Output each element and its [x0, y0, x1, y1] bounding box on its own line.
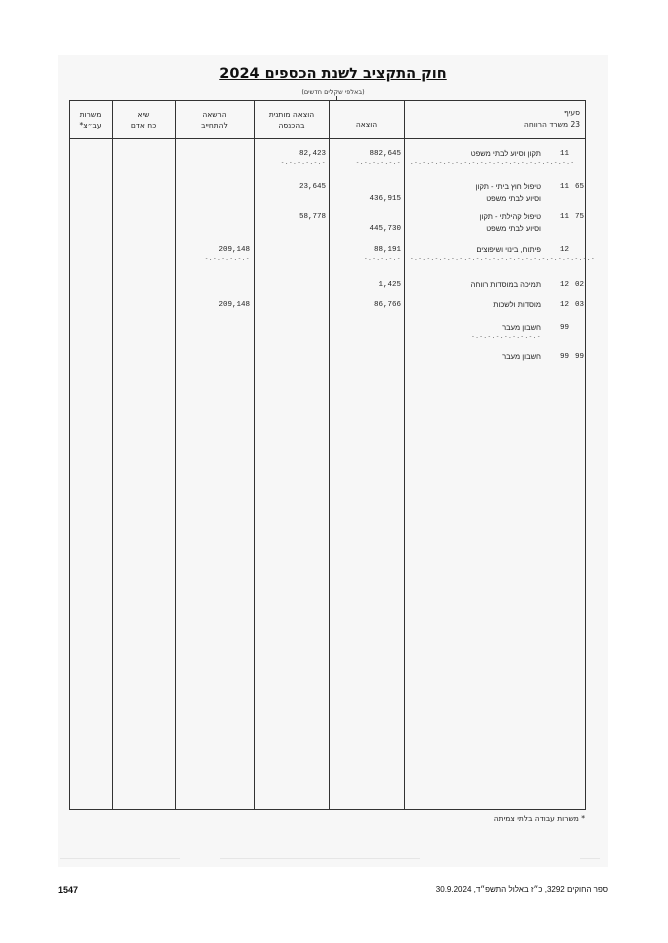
row-code-1: 12: [559, 301, 569, 309]
row-expense-dashes: -.-.-.-.-: [363, 255, 401, 262]
row-expense-dashes: -.-.-.-.-.-: [355, 159, 401, 166]
scan-line: [60, 858, 180, 859]
row-code-1: 12: [559, 281, 569, 289]
row-name: חשבון מעבר: [502, 323, 541, 332]
row-code-1: 99: [559, 324, 569, 332]
document-subtitle: (באלפי שקלים חדשים): [301, 88, 365, 96]
row-code-1: 11: [559, 150, 569, 158]
header-conditional-expense: הוצאה מותנית בהכנסה: [268, 110, 315, 130]
row-name-dashes: -.-.-.-.-.-.-.-.-: [471, 333, 541, 340]
row-code-1: 11: [559, 183, 569, 191]
row-name: חשבון מעבר: [502, 352, 541, 361]
row-name: תקון וסיוע לבתי משפט: [470, 149, 541, 158]
header-expense: הוצאה: [355, 120, 378, 129]
row-code-1: 99: [559, 353, 569, 361]
row-expense: 88,191: [373, 246, 401, 254]
header-divider: [69, 138, 586, 139]
row-expense: 86,766: [373, 301, 401, 309]
row-expense: 445,730: [369, 225, 401, 233]
row-code-2: 02: [574, 281, 584, 289]
row-code-2: 03: [574, 301, 584, 309]
gazette-line: ספר החוקים 3292, כ״ז באלול התשפ״ד, 30.9.2024: [435, 885, 608, 894]
row-name-dashes: -.-.-.-.-.-.-.-.-.-.-.-.-.-.-.-.-.-.-.-.-.-.-: [410, 255, 596, 262]
row-conditional-expense: 23,645: [298, 183, 326, 191]
row-commitment-dashes: -.-.-.-.-.-: [204, 255, 250, 262]
document-title: חוק התקציב לשנת הכספים 2024: [219, 66, 447, 82]
row-conditional-dashes: -.-.-.-.-.-: [280, 159, 326, 166]
row-commitment-authority: 209,148: [218, 301, 250, 309]
row-name: וסיוע לבתי משפט: [486, 224, 541, 233]
header-ministry-name: משרד הרווחה: [523, 120, 569, 129]
column-divider: [329, 100, 330, 810]
row-expense: 436,915: [369, 195, 401, 203]
row-name: וסיוע לבתי משפט: [486, 194, 541, 203]
column-divider: [404, 100, 405, 810]
row-code-1: 12: [559, 246, 569, 254]
budget-table: [69, 100, 596, 810]
row-expense: 882,645: [369, 150, 401, 158]
row-name-dashes: .-.-.-.-.-.-.-.-.-.-.-.-.-.-.-.-.-.-.-.-: [410, 159, 575, 166]
row-conditional-expense: 82,423: [298, 150, 326, 158]
row-code-2: 65: [574, 183, 584, 191]
page-number: 1547: [58, 885, 79, 895]
column-divider: [175, 100, 176, 810]
footnote: * משרות עבודה בלתי צמיתה: [493, 814, 585, 823]
scan-line: [580, 858, 600, 859]
column-divider: [112, 100, 113, 810]
header-commitment-authority: הרשאה להתחייב: [201, 110, 228, 130]
row-commitment-authority: 209,148: [218, 246, 250, 254]
row-name: טיפול חוץ ביתי - תקון: [475, 182, 541, 191]
row-conditional-expense: 58,778: [298, 213, 326, 221]
row-name: טיפול קהילתי - תקון: [479, 212, 541, 221]
column-divider: [254, 100, 255, 810]
header-ministry: [420, 119, 580, 130]
row-name: תמיכה במוסדות רווחה: [470, 280, 541, 289]
row-code-2: 75: [574, 213, 584, 221]
header-ministry-code: 23: [570, 120, 580, 129]
scan-line: [220, 858, 420, 859]
header-contract-positions: משרות עב״צ*: [79, 110, 102, 130]
row-name: מוסדות ולשכות: [493, 300, 541, 309]
row-code-2: 99: [574, 353, 584, 361]
header-section-label: סעיף: [563, 108, 580, 117]
row-code-1: 11: [559, 213, 569, 221]
row-expense: 1,425: [378, 281, 401, 289]
row-name: פיתוח, בינוי ושיפוצים: [476, 245, 541, 254]
header-peak-manpower: שיא כח אדם: [130, 110, 157, 130]
